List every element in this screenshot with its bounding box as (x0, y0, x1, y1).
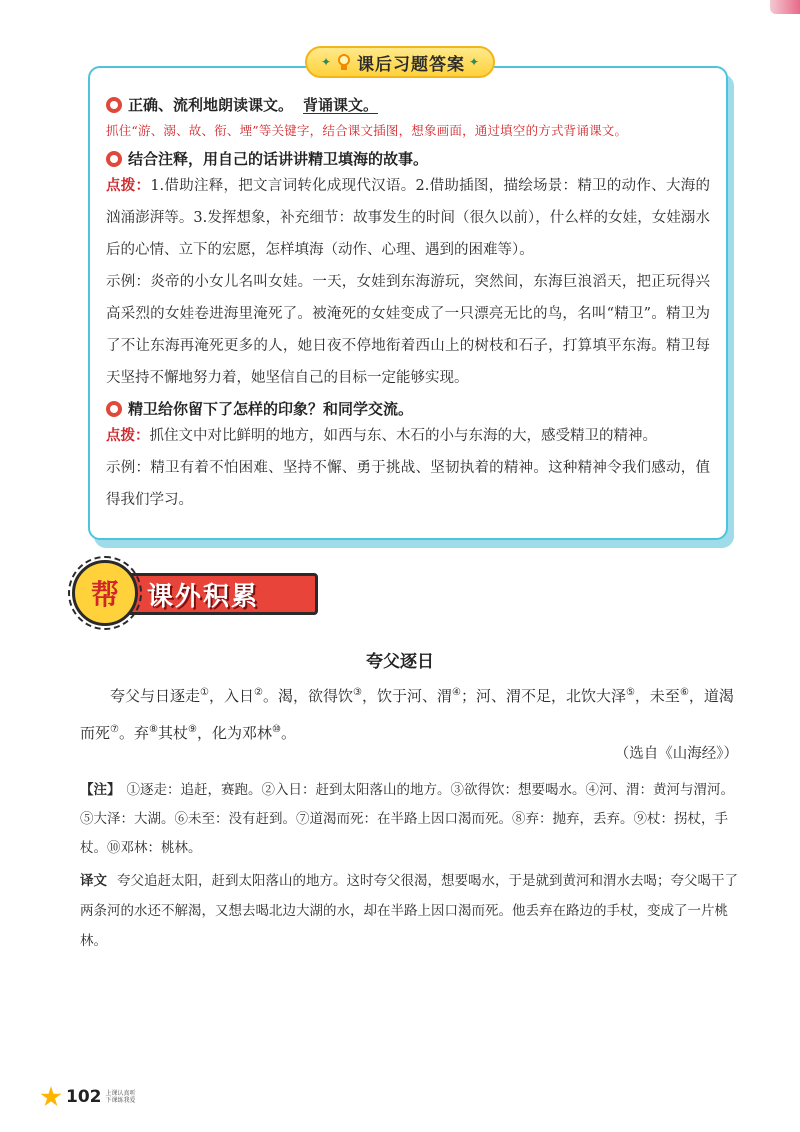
footnote-marker: ⑦ (110, 724, 119, 735)
example-text: 炎帝的小女儿名叫女娃。一天，女娃到东海游玩，突然间，东海巨浪滔天，把正玩得兴高采烈的女娃卷进海里淹死了。被淹死的女娃变成了一只漂亮无比的鸟，名叫“精卫”。精卫为了不让东海再淹死更多的人，她日夜不停地衔着西山上的树枝和石子，打算填平东海。精卫每天坚持不懈地努力着，她坚信自己的目标一定能够实现。 (106, 274, 711, 386)
question-number-icon (106, 151, 122, 167)
question-1 (106, 94, 710, 116)
answers-header (305, 46, 495, 78)
section-badge (72, 560, 138, 626)
article-text-segment: 。渴，欲得饮 (262, 687, 353, 705)
article-text-segment: 。 (280, 724, 296, 742)
article-text-segment: ，饮于河、渭 (361, 687, 452, 705)
page-footer (40, 1086, 140, 1108)
question-number-icon (106, 401, 122, 417)
series-label (106, 1090, 140, 1104)
example-label: 示例： (106, 460, 151, 476)
article-text-segment: 夸父与日逐走 (110, 687, 201, 705)
star-icon (40, 1086, 62, 1108)
question-1-hint: 抓住“游、溺、故、衔、堙”等关键字，结合课文插图，想象画面，通过填空的方式背诵课文。 (106, 123, 628, 138)
section-banner (72, 560, 322, 626)
footnote-marker: ③ (352, 687, 362, 698)
question-1-text: 正确、流利地朗读课文。 (128, 96, 294, 114)
question-3-example (106, 452, 710, 516)
section-title-bar (124, 573, 318, 615)
article-translation (80, 866, 740, 956)
section-title: 课外积累 (147, 581, 260, 612)
page-number: 102 (66, 1087, 102, 1107)
question-2-text: 结合注释，用自己的话讲讲精卫填海的故事。 (128, 150, 429, 168)
series-line-2: 下课练我爱 (105, 1097, 136, 1104)
answers-box (88, 66, 728, 540)
question-3-hint (106, 420, 710, 452)
notes-text: ①逐走：追赶，赛跑。②入日：赶到太阳落山的地方。③欲得饮：想要喝水。④河、渭：黄河与渭河。⑤大泽：大湖。⑥未至：没有赶到。⑦道渴而死：在半路上因口渴而死。⑧弃：抛弃，丢弃。⑨杖：拐杖，手杖。⑩邓林：桃林。 (80, 782, 734, 856)
footnote-marker: ④ (451, 687, 461, 698)
corner-tab (770, 0, 800, 14)
footnote-marker: ⑩ (271, 724, 281, 735)
series-line-1: 上课认真听 (105, 1090, 136, 1097)
question-2 (106, 148, 710, 170)
example-label: 示例： (106, 274, 151, 290)
hint-text: 抓住文中对比鲜明的地方，如西与东、木石的小与东海的大，感受精卫的精神。 (149, 428, 657, 444)
question-3-text: 精卫给你留下了怎样的印象？和同学交流。 (128, 400, 414, 418)
footnote-marker: ⑧ (149, 724, 158, 735)
article-title: 夸父逐日 (366, 652, 434, 672)
footnote-marker: ② (254, 687, 263, 698)
article-source: （选自《山海经》） (614, 746, 738, 762)
article-body (80, 676, 740, 750)
question-2-example (106, 266, 710, 394)
question-number-icon (106, 97, 122, 113)
question-2-hint (106, 170, 710, 266)
question-1-underlined: 背诵课文。 (303, 96, 379, 114)
article-text-segment: ，未至 (634, 687, 680, 705)
section-badge-text: 帮 (90, 578, 119, 611)
question-3 (106, 398, 710, 420)
lightbulb-icon (335, 53, 353, 71)
footnote-marker: ⑥ (679, 687, 689, 698)
example-text: 精卫有着不怕困难、坚持不懈、勇于挑战、坚韧执着的精神。这种精神令我们感动，值得我们学习。 (106, 460, 711, 508)
leaf-icon: ✦ (320, 55, 331, 69)
footnote-marker: ⑨ (187, 724, 197, 735)
article-text-segment: ，化为邓林 (196, 724, 272, 742)
hint-text: 1.借助注释，把文言词转化成现代汉语。2.借助插图，描绘场景：精卫的动作、大海的汹涌澎湃等。3.发挥想象，补充细节：故事发生的时间（很久以前），什么样的女娃，女娃溺水后的心情、立下的宏愿，怎样填海（动作、心理、遇到的困难等）。 (106, 178, 710, 258)
article-text-segment: 。弃 (118, 724, 149, 742)
hint-label: 点拨： (106, 428, 150, 444)
translation-text: 夸父追赶太阳，赶到太阳落山的地方。这时夸父很渴，想要喝水，于是就到黄河和渭水去喝；夸父喝干了两条河的水还不解渴，又想去喝北边大湖的水，却在半路上因口渴而死。他丢弃在路边的手杖，变成了一片桃林。 (80, 873, 738, 949)
article-text-segment: ，道渴而死 (80, 687, 734, 742)
notes-label: 【注】 (80, 782, 121, 798)
article-text-segment: 其杖 (157, 724, 188, 742)
translation-label: 译文 (80, 873, 107, 889)
article-notes (80, 776, 740, 863)
hint-label: 点拨： (106, 178, 151, 194)
article-text-segment: ；河、渭不足，北饮大泽 (460, 687, 626, 705)
leaf-icon: ✦ (469, 55, 480, 69)
footnote-marker: ① (200, 687, 209, 698)
article-text-segment: ，入日 (208, 687, 254, 705)
footnote-marker: ⑤ (625, 687, 635, 698)
answers-title: 课后习题答案 (357, 54, 465, 75)
